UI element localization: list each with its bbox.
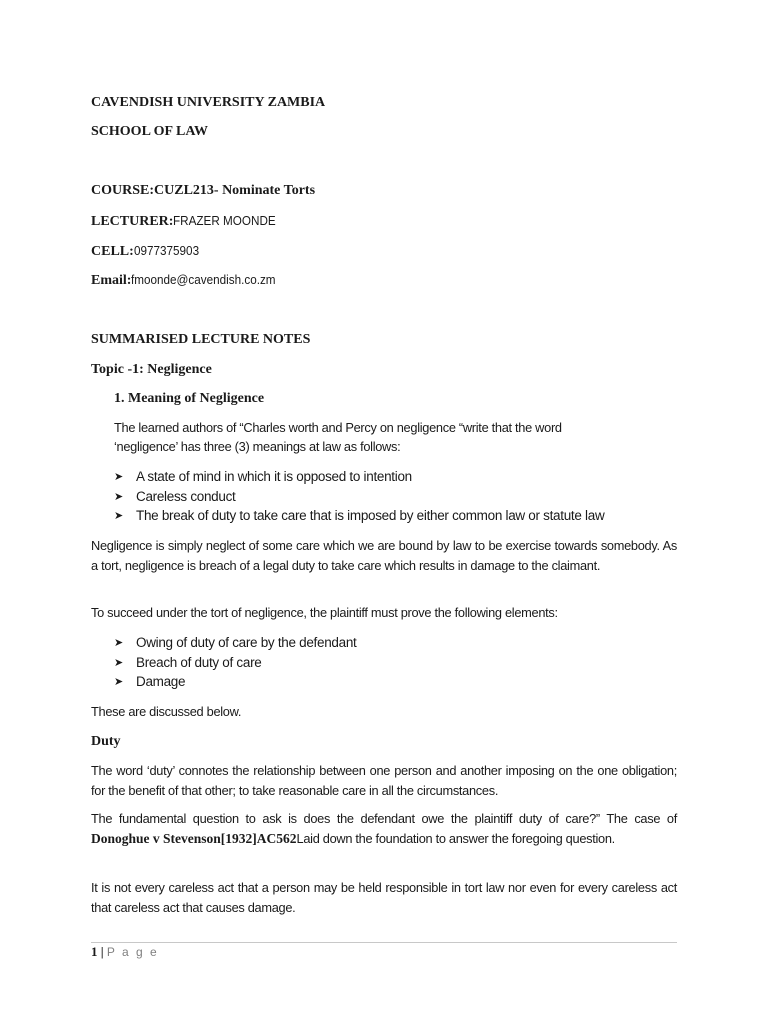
- paragraph-duty: The word ‘duty’ connotes the relationship between one person and another imposing on the one obligation; for the benefit of that other; to take reasonable care in all the circumstances.: [91, 763, 677, 798]
- section-heading: 1. Meaning of Negligence: [114, 391, 265, 406]
- university-name: CAVENDISH UNIVERSITY ZAMBIA: [91, 95, 326, 110]
- arrowhead-bullet-icon: ➤: [114, 655, 123, 669]
- document-page: CAVENDISH UNIVERSITY ZAMBIA SCHOOL OF LAW COURSE:CUZL213- Nominate Torts LECTURER:FRAZER MOONDE CELL:0977375903 Email:fmoonde@cavendish.co.zm SUMMARISED LECTURE NOTES Topic -1: Negligence 1. Meaning of Negligence The learned authors of “Charles worth and Percy on negligence “write that the word ‘negligence’ has three (3) meanings at law as follows: ➤ A state of mind in which it is opposed to intention ➤ Careless conduct ➤ The break of duty to take care that is imposed by either common law or statute law Negligence is simply neglect of some care which we are bound by law to be exercise towards somebody. As a tort, negligence is breach of a legal duty to take care which results in damage to the claimant. To succeed under the tort of negligence, the plaintiff must prove the following elements: ➤ Owing of duty of care by the defendant ➤ Breach of duty of care ➤ Damage These are discussed below. Duty The word ‘duty’ connotes the relationship between one person and another imposing on the one obligation; for the benefit of that other; to take reasonable care in all the circumstances. The fundamental question to ask is does the defendant owe the plaintiff duty of care?” The case of Donoghue v Stevenson[1932]AC562Laid down the foundation to answer the foregoing question. It is not every careless act that a person may be held responsible in tort law nor even for every careless act that careless act that causes damage. 1 | P a g e: [91, 95, 677, 959]
- page-label: P a g e: [106, 945, 159, 959]
- email-label: Email:: [91, 273, 132, 288]
- question-text-end: Laid down the foundation to answer the foregoing question.: [296, 830, 615, 846]
- page-number: 1: [91, 944, 98, 959]
- lecturer-line: [91, 212, 288, 231]
- course-line: COURSE:CUZL213- Nominate Torts: [91, 183, 316, 198]
- lecturer-name: FRAZER MOONDE: [173, 213, 277, 228]
- paragraph-fundamental-question: [91, 809, 677, 848]
- duty-heading: Duty: [91, 734, 121, 749]
- page-footer: [91, 944, 159, 960]
- footer-divider: [91, 942, 677, 943]
- arrowhead-bullet-icon: ➤: [114, 509, 123, 522]
- arrowhead-bullet-icon: ➤: [114, 489, 123, 503]
- school-name: SCHOOL OF LAW: [91, 124, 208, 139]
- footer-separator: |: [97, 944, 107, 959]
- arrowhead-bullet-icon: ➤: [114, 675, 123, 688]
- paragraph-discussed: These are discussed below.: [91, 704, 242, 719]
- email-value: fmoonde@cavendish.co.zm: [131, 272, 277, 287]
- paragraph-negligence-definition: Negligence is simply neglect of some care which we are bound by law to be exercise towards somebody. As a tort, negligence is breach of a legal duty to take care which results in damage to the claimant.: [91, 538, 677, 573]
- notes-title: SUMMARISED LECTURE NOTES: [91, 332, 311, 347]
- lecturer-label: LECTURER:: [91, 214, 174, 229]
- intro-line-2: ‘negligence’ has three (3) meanings at law as follows:: [114, 439, 401, 454]
- intro-line-1: The learned authors of “Charles worth and Percy on negligence “write that the word: [114, 420, 562, 435]
- paragraph-careless-act: It is not every careless act that a person may be held responsible in tort law nor even for every careless act that careless act that causes damage.: [91, 880, 677, 915]
- question-text-start: The fundamental question to ask is does the defendant owe the plaintiff duty of care?” The case of: [91, 811, 677, 826]
- cell-label: CELL:: [91, 244, 134, 259]
- arrowhead-bullet-icon: ➤: [114, 636, 123, 649]
- topic-heading: Topic -1: Negligence: [91, 362, 212, 377]
- paragraph-elements-intro: To succeed under the tort of negligence, the plaintiff must prove the following elements:: [91, 605, 558, 620]
- email-line: [91, 271, 292, 290]
- case-citation: Donoghue v Stevenson[1932]AC562: [91, 830, 297, 846]
- cell-line: [91, 242, 206, 261]
- arrowhead-bullet-icon: ➤: [114, 470, 123, 483]
- cell-value: 0977375903: [133, 243, 199, 258]
